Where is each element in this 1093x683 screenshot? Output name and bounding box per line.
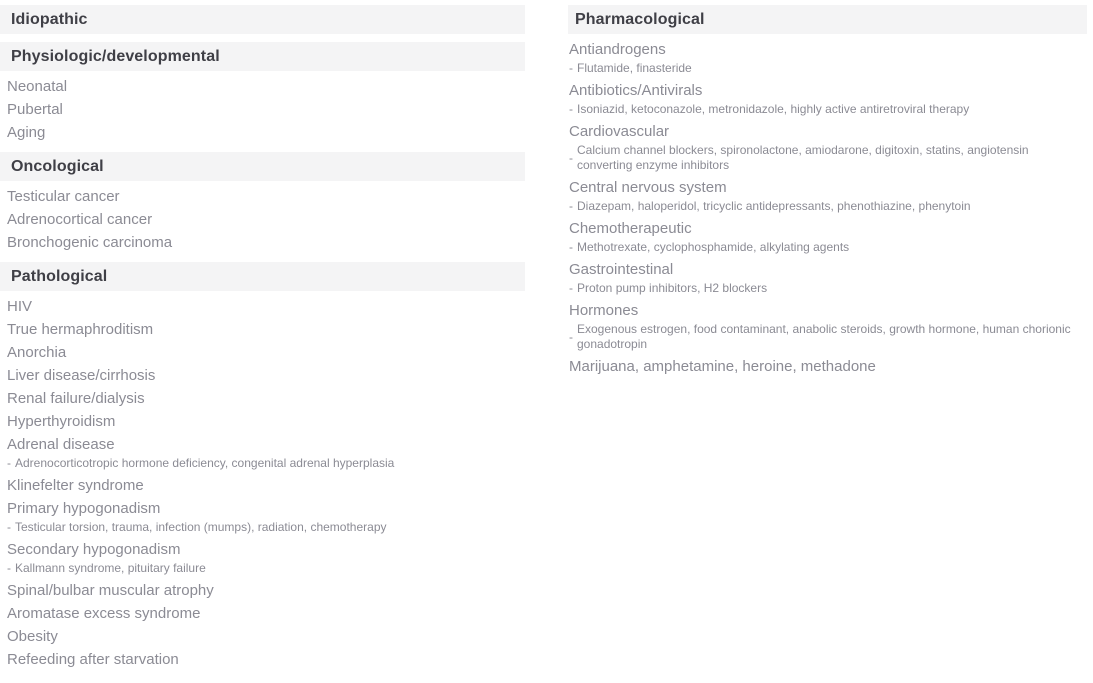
sub-text: Flutamide, finasteride bbox=[577, 61, 692, 75]
item-label: Klinefelter syndrome bbox=[7, 477, 144, 494]
sub-dash: - bbox=[7, 520, 11, 534]
list-item bbox=[0, 232, 525, 254]
item-label: Spinal/bulbar muscular atrophy bbox=[7, 582, 214, 599]
sub-dash: - bbox=[7, 456, 11, 470]
list-item bbox=[0, 186, 525, 208]
item-label: Testicular cancer bbox=[7, 188, 120, 205]
section-header bbox=[0, 5, 525, 34]
list-item bbox=[0, 434, 525, 471]
item-sublabel bbox=[569, 240, 1087, 255]
item-label: Antibiotics/Antivirals bbox=[569, 82, 703, 99]
list-item bbox=[568, 218, 1087, 255]
item-label: Anorchia bbox=[7, 344, 67, 361]
item-label: Neonatal bbox=[7, 78, 68, 95]
list-item bbox=[0, 475, 525, 497]
list-item bbox=[568, 39, 1087, 76]
list-item bbox=[568, 80, 1087, 117]
section bbox=[0, 42, 525, 144]
list-item bbox=[0, 626, 525, 648]
sub-dash: - bbox=[569, 240, 573, 254]
list-item bbox=[0, 342, 525, 364]
list-item bbox=[0, 539, 525, 576]
sub-dash: - bbox=[569, 61, 573, 75]
list-item bbox=[0, 498, 525, 535]
section bbox=[568, 5, 1087, 378]
item-label: Central nervous system bbox=[569, 179, 727, 196]
item-label: Pubertal bbox=[7, 101, 63, 118]
list-item bbox=[568, 300, 1087, 352]
item-list bbox=[0, 296, 525, 671]
list-item bbox=[568, 259, 1087, 296]
item-label: True hermaphroditism bbox=[7, 321, 154, 338]
section-header bbox=[0, 42, 525, 71]
item-sublabel bbox=[569, 199, 1087, 214]
list-item bbox=[0, 388, 525, 410]
section-title: Physiologic/developmental bbox=[11, 47, 220, 65]
section-header bbox=[0, 152, 525, 181]
item-label: Hyperthyroidism bbox=[7, 413, 116, 430]
item-label: Chemotherapeutic bbox=[569, 220, 692, 237]
list-item bbox=[568, 121, 1087, 173]
item-sublabel bbox=[569, 102, 1087, 117]
item-list bbox=[568, 39, 1087, 378]
list-item bbox=[568, 177, 1087, 214]
item-label: Bronchogenic carcinoma bbox=[7, 234, 173, 251]
section-title: Pathological bbox=[11, 267, 108, 285]
item-label: Renal failure/dialysis bbox=[7, 390, 145, 407]
sub-text: Adrenocorticotropic hormone deficiency, congenital adrenal hyperplasia bbox=[15, 456, 395, 470]
item-label: Adrenocortical cancer bbox=[7, 211, 153, 228]
list-item bbox=[0, 603, 525, 625]
item-sublabel bbox=[569, 61, 1087, 76]
item-label: Antiandrogens bbox=[569, 41, 666, 58]
item-sublabel bbox=[569, 322, 1087, 352]
etiology-two-column-list bbox=[0, 5, 1093, 679]
item-sublabel bbox=[569, 281, 1087, 296]
sub-dash: - bbox=[569, 329, 573, 344]
sub-text: Testicular torsion, trauma, infection (mumps), radiation, chemotherapy bbox=[15, 520, 387, 534]
section-header bbox=[568, 5, 1087, 34]
item-sublabel bbox=[7, 520, 525, 535]
sub-dash: - bbox=[7, 561, 11, 575]
list-item bbox=[0, 411, 525, 433]
item-label: Liver disease/cirrhosis bbox=[7, 367, 156, 384]
item-label: Cardiovascular bbox=[569, 123, 670, 140]
section-title: Idiopathic bbox=[11, 10, 88, 28]
item-sublabel bbox=[7, 561, 525, 576]
list-item bbox=[0, 365, 525, 387]
section bbox=[0, 5, 525, 34]
section bbox=[0, 262, 525, 671]
list-item bbox=[568, 356, 1087, 378]
sub-text: Diazepam, haloperidol, tricyclic antidepressants, phenothiazine, phenytoin bbox=[577, 199, 971, 213]
item-label: Marijuana, amphetamine, heroine, methadone bbox=[569, 358, 876, 375]
sub-dash: - bbox=[569, 281, 573, 295]
list-item bbox=[0, 649, 525, 671]
item-sublabel bbox=[7, 456, 525, 471]
sub-dash: - bbox=[569, 150, 573, 165]
sub-dash: - bbox=[569, 199, 573, 213]
column-left bbox=[0, 5, 525, 679]
item-sublabel bbox=[569, 143, 1087, 173]
list-item bbox=[0, 122, 525, 144]
section-header bbox=[0, 262, 525, 291]
sub-text: Isoniazid, ketoconazole, metronidazole, highly active antiretroviral therapy bbox=[577, 102, 970, 116]
sub-dash: - bbox=[569, 102, 573, 116]
list-item bbox=[0, 319, 525, 341]
list-item bbox=[0, 99, 525, 121]
column-right bbox=[568, 5, 1087, 679]
item-label: Aromatase excess syndrome bbox=[7, 605, 201, 622]
sub-text: Kallmann syndrome, pituitary failure bbox=[15, 561, 206, 575]
section-title: Oncological bbox=[11, 157, 104, 175]
item-label: Primary hypogonadism bbox=[7, 500, 161, 517]
item-list bbox=[0, 186, 525, 254]
list-item bbox=[0, 76, 525, 98]
list-item bbox=[0, 296, 525, 318]
sub-text: Calcium channel blockers, spironolactone, amiodarone, digitoxin, statins, angiotensin converting enzyme inhibitors bbox=[577, 143, 1029, 172]
item-list bbox=[0, 76, 525, 144]
sub-text: Proton pump inhibitors, H2 blockers bbox=[577, 281, 768, 295]
sub-text: Exogenous estrogen, food contaminant, anabolic steroids, growth hormone, human chorionic gonadotropin bbox=[577, 322, 1071, 351]
item-label: Adrenal disease bbox=[7, 436, 115, 453]
list-item bbox=[0, 209, 525, 231]
item-label: Obesity bbox=[7, 628, 58, 645]
item-label: Hormones bbox=[569, 302, 639, 319]
section-title: Pharmacological bbox=[575, 10, 705, 28]
item-label: Aging bbox=[7, 124, 46, 141]
section bbox=[0, 152, 525, 254]
sub-text: Methotrexate, cyclophosphamide, alkylating agents bbox=[577, 240, 850, 254]
item-label: Secondary hypogonadism bbox=[7, 541, 181, 558]
item-label: HIV bbox=[7, 298, 33, 315]
item-label: Refeeding after starvation bbox=[7, 651, 179, 668]
list-item bbox=[0, 580, 525, 602]
item-label: Gastrointestinal bbox=[569, 261, 674, 278]
